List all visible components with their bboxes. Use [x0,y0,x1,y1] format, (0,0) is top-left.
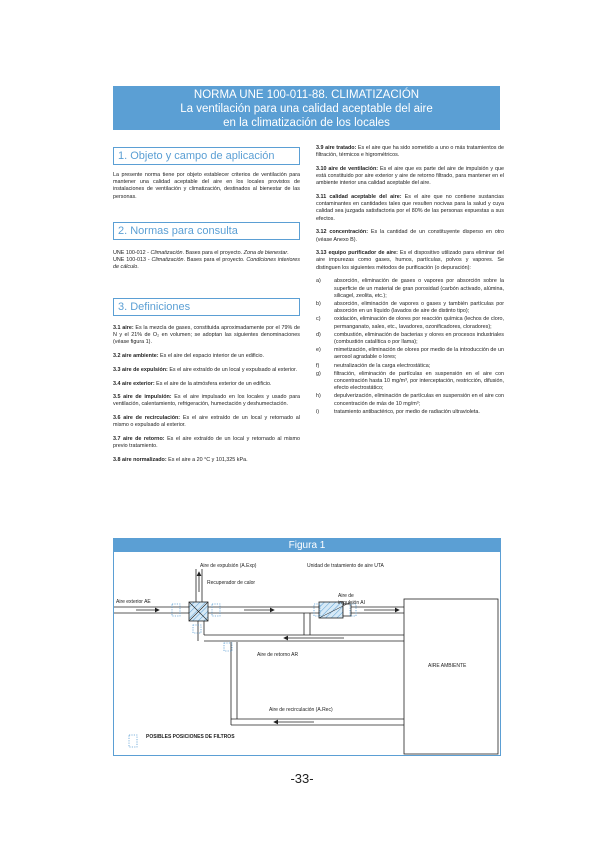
list-item: e) mimetización, eliminación de olores por medio de la introducción de un aerosol agradable o lores; [316,347,504,361]
air-flow-diagram [114,552,500,755]
section-heading-3: 3. Definiciones [113,298,300,316]
definitions-right [316,145,504,417]
label-outside-air: Aire exterior AE [116,599,151,605]
list-item: c) oxidación, eliminación de olores por reacción química (lechos de cloro, permanganato, sales, etc., lavadores, ozonificadores, cloradores); [316,316,504,330]
label-air-handling-unit: Unidad de tratamiento de aire UTA [307,563,384,569]
section-heading-2: 2. Normas para consulta [113,222,300,240]
title-line-2: La ventilación para una calidad aceptable del aire [180,103,433,115]
filter-position-marker [172,604,180,616]
supply-air-duct [351,607,404,613]
label-supply-air-2: impulsión AI [338,600,365,606]
label-supply-air-1: Aire de [338,593,354,599]
list-item: a) absorción, eliminación de gases o vapores por absorción sobre la superficie de un material de gran porosidad (carbón activado, alúmina, silicagel, zeolita, etc.); [316,278,504,299]
definition-3-4: 3.4 aire exterior: Es el aire de la atmósfera exterior de un edificio. [113,380,272,387]
definition-3-6: 3.6 aire de recirculación: Es el aire extraído de un local y retornado al mismo o expulsado al exterior. [113,415,300,429]
label-exhaust-air: Aire de expulsión (A.Exp) [200,563,257,569]
figure-1 [113,538,501,756]
section-heading-1: 1. Objeto y campo de aplicación [113,147,300,165]
supply-duct-to-uta [208,607,319,613]
list-item: d) combustión, eliminación de bacterias y olores en procesos industriales (combustión catalítica o por llama); [316,331,504,345]
exhaust-air-duct [196,569,202,602]
definitions-left [113,325,300,471]
definition-3-1: 3.1 aire: Es la mezcla de gases, constituida aproximadamente por el 79% de N y el 21% de O₂ en volumen; se adoptan las siguientes denominaciones (véase figura 1). [113,325,300,346]
list-item: h) depulverización, eliminación de partículas en suspensión en el aire con concentración de más de 10 mg/m³; [316,393,504,407]
definition-3-10: 3.10 aire de ventilación: Es el aire que es parte del aire de impulsión y que está constituido por aire exterior y aire de retorno filtrado, para mantener en el ambiente interior una calidad aceptable del aire. [316,165,504,187]
definition-3-13: 3.13 equipo purificador de aire: Es el dispositivo utilizado para eliminar del aire impurezas como gases, humos, partículas, polvos y vapores. Se distinguen los siguientes métodos de purificación (o depuración): [316,250,504,271]
list-item: g) filtración, eliminación de partículas en suspensión en el aire con concentración hasta 10 mg/m³, por interceptación, restricción, difusión, efecto electrostático; [316,370,504,392]
title-banner [113,86,500,130]
reference-2: UNE 100-013 - Climatización. Bases para el proyecto. Condiciones interiores de cálculo. [113,257,300,271]
recirculation-branch [304,613,310,635]
definition-3-2: 3.2 aire ambiente: Es el aire del espacio interior de un edificio. [113,353,265,360]
definition-3-5: 3.5 aire de impulsión: Es el aire impulsado en los locales y usado para ventilación, calentamiento, refrigeración, humectación y deshumectación. [113,394,300,408]
title-line-3: en la climatización de los locales [223,117,390,129]
outside-air-duct [114,607,189,613]
label-room-air: AIRE AMBIENTE [428,663,467,669]
definition-3-11: 3.11 calidad aceptable del aire: Es el aire que no contiene sustancias contaminantes en cantidades tales que resulten nocivas para la salud y cuya calidad sea juzgada satisfactoria por el 80% de las personas expuestas a sus efectos. [316,194,504,222]
label-filter-positions: POSIBLES POSICIONES DE FILTROS [146,734,235,740]
filter-position-marker [212,604,220,616]
room-box [404,599,498,754]
label-return-air: Aire de retorno AR [257,652,299,658]
filter-legend-marker [129,735,137,747]
list-item: i) tratamiento antibactérico, por medio de radiación ultravioleta. [316,408,480,415]
label-recirculation-air: Aire de recirculación (A.Rec) [269,707,333,713]
page-number: -33- [290,771,314,786]
section-1-text: La presente norma tiene por objeto establecer criterios de ventilación para mantener una calidad aceptable del aire en los locales provistos de instalaciones de ventilación y climatización, destinados al bienestar de las personas. [113,172,300,200]
list-item: f) neutralización de la carga electrostática; [316,362,431,369]
filter-position-marker [193,625,201,633]
definition-3-3: 3.3 aire de expulsión: Es el aire extraído de un local y expulsado al exterior. [113,366,297,373]
title-line-1: NORMA UNE 100-011-88. CLIMATIZACIÓN [193,89,420,101]
purification-methods-list [316,278,504,416]
definition-3-8: 3.8 aire normalizado: Es el aire a 20 °C y 101,325 kPa. [113,456,248,463]
reference-1: UNE 100-012 - Climatización. Bases para el proyecto. Zona de bienestar. [113,250,289,256]
filter-positions [129,604,356,747]
label-heat-recovery: Recuperador de calor [207,580,256,586]
section-2-text [113,250,300,272]
definition-3-9: 3.9 aire tratado: Es el aire que ha sido sometido a uno o más tratamientos de filtración, térmicos e higrométricos. [316,145,504,159]
definition-3-12: 3.12 concentración: Es la cantidad de un constituyente disperso en otro (véase Anexo B). [316,229,504,243]
list-item: b) absorción, eliminación de vapores o gases y también partículas por absorción en un líquido (lavados de aire de distinto tipo); [316,300,504,315]
heat-recovery-unit [189,602,208,621]
return-air-duct [198,621,404,641]
definition-3-7: 3.7 aire de retorno: Es el aire extraído de un local y retornado al mismo previo tratamiento. [113,436,300,450]
figure-title: Figura 1 [114,539,500,552]
